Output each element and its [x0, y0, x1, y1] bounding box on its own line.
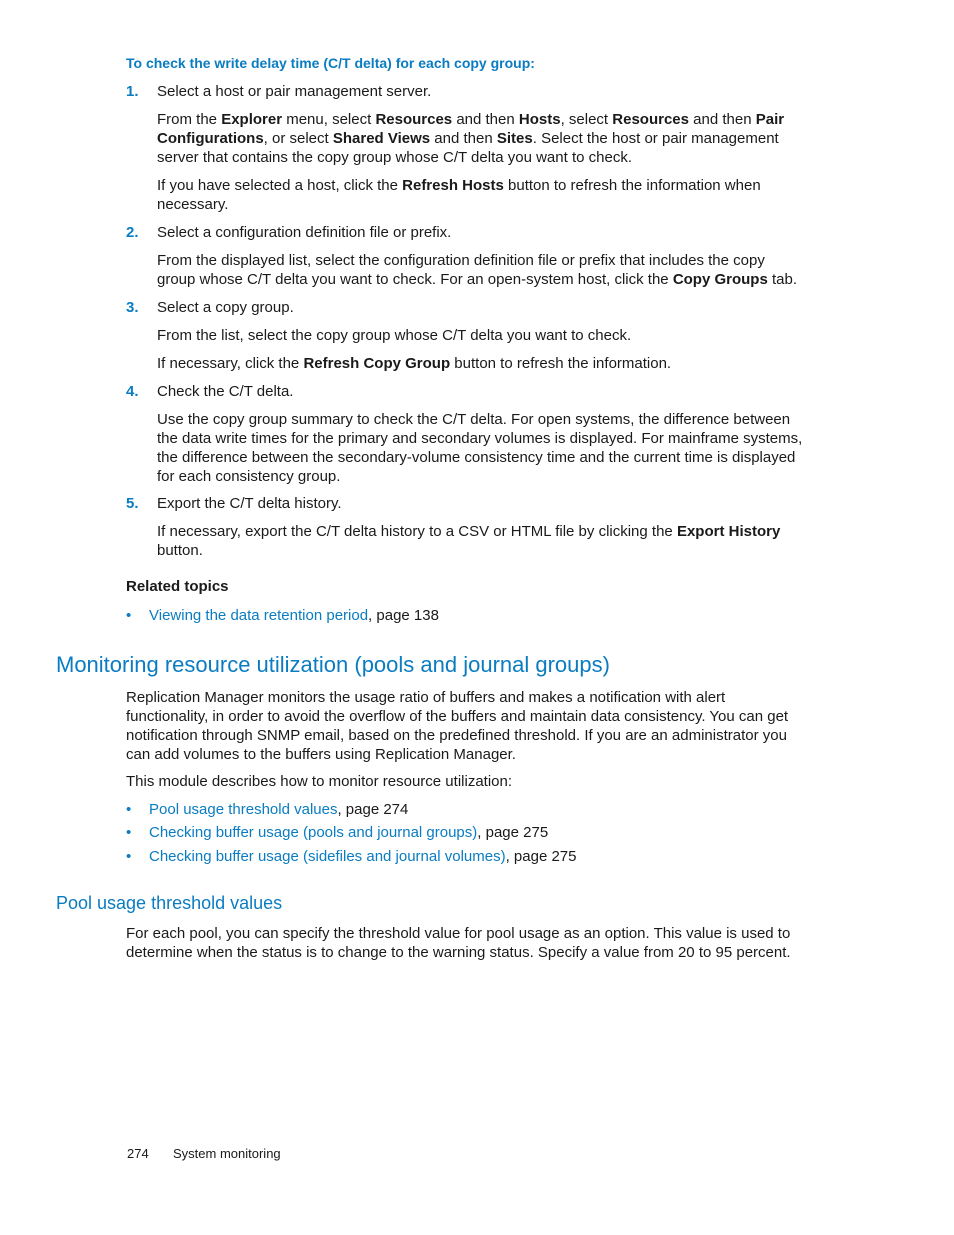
ui-term: Resources	[375, 111, 453, 128]
ui-term: Hosts	[518, 111, 561, 128]
list-item: • Viewing the data retention period, page 138	[126, 607, 439, 624]
section-heading: Monitoring resource utilization (pools and journal groups)	[56, 652, 610, 677]
step-paragraph: If necessary, export the C/T delta history to a CSV or HTML file by clicking the Export History button.	[157, 523, 781, 559]
section-intro: Replication Manager monitors the usage ratio of buffers and makes a notification with alert functionality, in order to avoid the overflow of the buffers and maintain data consistency. You can get notification through SNMP email, based on the predefined threshold. If you are an administrator you can add volumes to the buffers using Replication Manager.	[126, 689, 789, 763]
topic-link[interactable]: Pool usage threshold values	[149, 801, 338, 818]
step-paragraph: From the list, select the copy group whose C/T delta you want to check.	[157, 327, 632, 344]
topic-link[interactable]: Checking buffer usage (pools and journal groups)	[149, 824, 478, 841]
step-paragraph: If necessary, click the Refresh Copy Group button to refresh the information.	[157, 355, 672, 372]
ui-term: Refresh Copy Group	[303, 355, 451, 372]
bullet-icon: •	[126, 801, 132, 818]
step-text: Export the C/T delta history.	[157, 495, 342, 512]
ui-term: Resources	[612, 111, 689, 128]
subsection-text: For each pool, you can specify the threshold value for pool usage as an option. This value is used to determine when the status is to change to the warning status. Specify a value from 20 to 95 percent.	[126, 925, 791, 961]
step-number: 3.	[126, 299, 139, 316]
step-paragraph: From the displayed list, select the configuration definition file or prefix that includes the copy group whose C/T delta you want to check. For an open-system host, click the Copy Groups tab.	[157, 252, 798, 288]
step-text: Select a host or pair management server.	[157, 83, 432, 100]
bullet-icon: •	[126, 607, 132, 624]
page-number: 274	[127, 1146, 149, 1161]
step-text: Select a configuration definition file or prefix.	[157, 224, 452, 241]
module-description: This module describes how to monitor resource utilization:	[126, 773, 513, 790]
related-topics-heading: Related topics	[126, 578, 229, 595]
ui-term: Shared Views	[332, 130, 431, 147]
ui-term: Pair Configurations	[157, 111, 785, 147]
ui-term: Explorer	[221, 111, 283, 128]
ui-term: Export History	[676, 523, 781, 540]
procedure-title: To check the write delay time (C/T delta) for each copy group:	[126, 55, 535, 71]
topic-link[interactable]: Checking buffer usage (sidefiles and journal volumes)	[149, 848, 506, 865]
bullet-icon: •	[126, 824, 132, 841]
step-text: Select a copy group.	[157, 299, 294, 316]
list-item: • Pool usage threshold values, page 274	[126, 801, 409, 818]
step-paragraph: If you have selected a host, click the Refresh Hosts button to refresh the information when necessary.	[157, 177, 761, 213]
step-number: 2.	[126, 224, 139, 241]
list-item: • Checking buffer usage (pools and journal groups), page 275	[126, 824, 549, 841]
ui-term: Sites	[496, 130, 533, 147]
step-paragraph: Use the copy group summary to check the C/T delta. For open systems, the difference between the data write times for the primary and secondary volumes is displayed. For mainframe systems, the difference between the secondary-volume consistency time and the current time is displayed for each consistency group.	[157, 411, 803, 485]
step-number: 5.	[126, 495, 139, 512]
ui-term: Copy Groups	[672, 271, 768, 288]
step-text: Check the C/T delta.	[157, 383, 294, 400]
ui-term: Refresh Hosts	[402, 177, 504, 194]
list-item: • Checking buffer usage (sidefiles and journal volumes), page 275	[126, 848, 577, 865]
related-topic-link[interactable]: Viewing the data retention period	[149, 607, 369, 624]
step-number: 1.	[126, 83, 139, 100]
step-paragraph: From the Explorer menu, select Resources and then Hosts, select Resources and then Pair Configurations, or select Shared Views and then Sites. Select the host or pair management server that contains the copy group whose C/T delta you want to check.	[157, 111, 785, 166]
step-number: 4.	[126, 383, 139, 400]
subsection-heading: Pool usage threshold values	[56, 893, 283, 913]
chapter-title: System monitoring	[173, 1146, 281, 1161]
bullet-icon: •	[126, 848, 132, 865]
